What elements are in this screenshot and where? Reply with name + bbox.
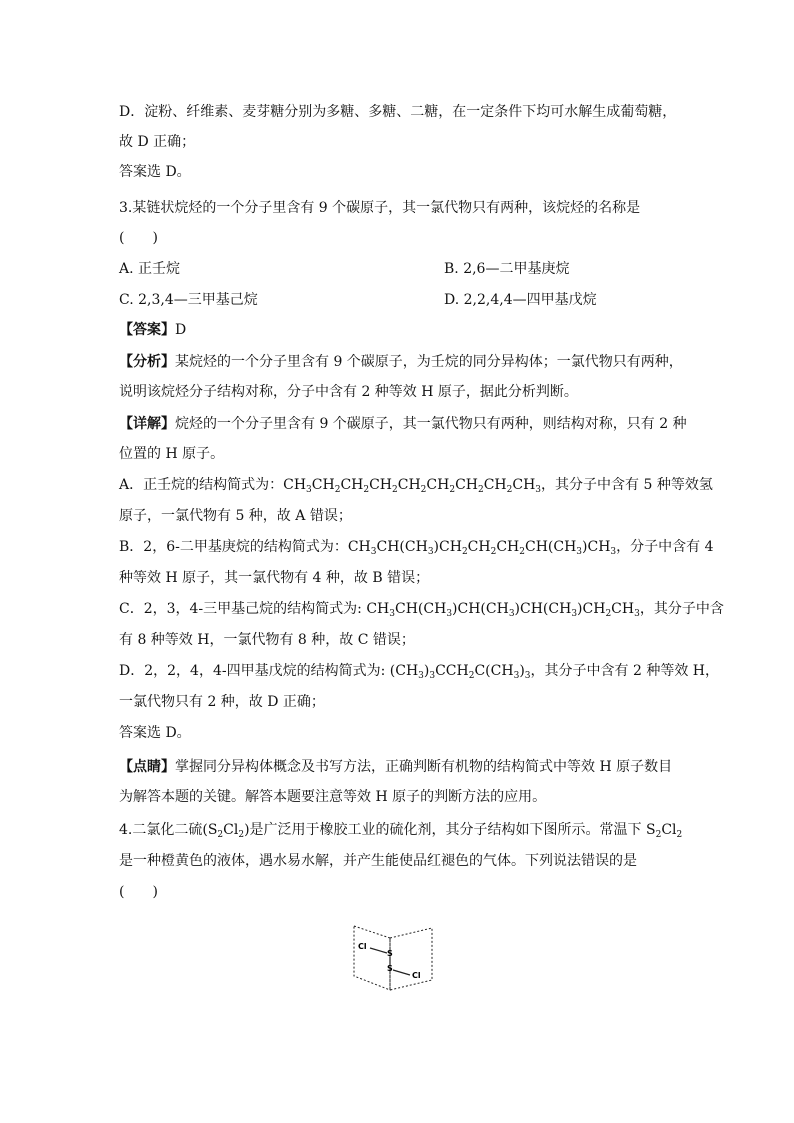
- text-line: 答案选 D。: [119, 164, 191, 180]
- explain-a-line: [119, 475, 713, 500]
- text-line: 答案选 D。: [119, 725, 191, 741]
- option-c: C. 2,3,4—三甲基己烷: [119, 292, 258, 308]
- option-a: A. 正壬烷: [119, 261, 181, 277]
- text-line: 为解答本题的关键。解答本题要注意等效 H 原子的判断方法的应用。: [119, 789, 547, 805]
- question-4-stem: [119, 820, 683, 845]
- text-span: ，其分子中含有 5 种等效氢: [541, 477, 713, 493]
- text-span: A．正壬烷的结构简式为：: [119, 477, 284, 493]
- bond-s-cl: [393, 970, 410, 975]
- dashed-plane-right: [390, 928, 432, 990]
- text-span: )是广泛用于橡胶工业的硫化剂，其分子结构如下图所示。常温下: [244, 822, 647, 838]
- pointer-text: 掌握同分异构体概念及书写方法，正确判断有机物的结构简式中等效 H 原子数目: [175, 759, 673, 775]
- formula-d: $(CH_3)_3CCH_2C(CH_3)_3$: [389, 663, 531, 681]
- analysis-text: 某烷烃的一个分子里含有 9 个碳原子，为壬烷的同分异构体；一氯代物只有两种，: [175, 354, 683, 370]
- answer-blank: ( ): [119, 884, 158, 900]
- text-span: ，分子中含有 4: [616, 539, 714, 555]
- answer-line: [119, 320, 679, 340]
- explain-c-line: [119, 599, 724, 624]
- text-line: 故 D 正确；: [119, 134, 196, 150]
- answer-value: D: [175, 322, 187, 338]
- formula-c: $CH_3CH(CH_3)CH(CH_3)CH(CH_3)CH_2CH_3$: [366, 601, 640, 619]
- text-line: 原子，一氯代物有 5 种，故 A 错误；: [119, 508, 352, 524]
- analysis-line: [119, 352, 683, 372]
- s2cl2-structure-figure: [350, 918, 440, 998]
- option-b: B. 2,6—二甲基庚烷: [444, 261, 570, 277]
- explain-b-line: [119, 537, 714, 562]
- pointer-line: [119, 757, 679, 777]
- question-3-stem: 3.某链状烷烃的一个分子里含有 9 个碳原子，其一氯代物只有两种，该烷烃的名称是: [119, 200, 641, 216]
- detail-tag: 【详解】: [119, 416, 175, 432]
- text-line: 位置的 H 原子。: [119, 446, 225, 462]
- text-line: 一氯代物只有 2 种，故 D 正确；: [119, 694, 325, 710]
- atom-cl-right: Cl: [412, 971, 421, 980]
- formula-b: $CH_3CH(CH_3)CH_2CH_2CH_2CH(CH_3)CH_3$: [347, 539, 617, 557]
- text-line: D．淀粉、纤维素、麦芽糖分别为多糖、多糖、二糖，在一定条件下均可水解生成葡萄糖，: [119, 104, 677, 120]
- atom-cl-left: Cl: [358, 942, 367, 951]
- text-span: B．2，6-二甲基庚烷的结构简式为：: [119, 539, 348, 555]
- answer-blank: ( ): [119, 230, 158, 246]
- text-line: 有 8 种等效 H，一氯代物有 8 种，故 C 错误；: [119, 632, 415, 648]
- text-span: ，其分子中含有 2 种等效 H，: [530, 663, 719, 679]
- answer-tag: 【答案】: [119, 322, 175, 338]
- text-line: 种等效 H 原子，其一氯代物有 4 种，故 B 错误；: [119, 570, 430, 586]
- detail-line: [119, 414, 687, 434]
- text-line: 是一种橙黄色的液体，遇水易水解，并产生能使品红褪色的气体。下列说法错误的是: [119, 853, 637, 869]
- text-line: 说明该烷烃分子结构对称，分子中含有 2 种等效 H 原子，据此分析判断。: [119, 384, 578, 400]
- formula-s2cl2: $S_2Cl_2$: [646, 822, 683, 840]
- formula-s2cl2: $S_2Cl_2$: [207, 822, 245, 840]
- bond-cl-s: [370, 948, 387, 953]
- text-span: ，其分子中含: [639, 601, 724, 617]
- pointer-tag: 【点睛】: [119, 759, 175, 775]
- text-span: D．2，2，4，4-四甲基戊烷的结构简式为:: [119, 663, 390, 679]
- analysis-tag: 【分析】: [119, 354, 175, 370]
- atom-s-bottom: S: [387, 964, 393, 973]
- atom-s-top: S: [387, 949, 393, 958]
- text-span: 4.二氯化二硫(: [119, 822, 208, 838]
- text-span: C．2，3，4-三甲基己烷的结构简式为:: [119, 601, 367, 617]
- formula-a: $CH_3CH_2CH_2CH_2CH_2CH_2CH_2CH_2CH_3$: [283, 477, 542, 495]
- dashed-plane-left: [354, 926, 390, 990]
- option-d: D. 2,2,4,4—四甲基戊烷: [444, 292, 597, 308]
- explain-d-line: [119, 661, 719, 686]
- detail-text: 烷烃的一个分子里含有 9 个碳原子，其一氯代物只有两种，则结构对称，只有 2 种: [175, 416, 687, 432]
